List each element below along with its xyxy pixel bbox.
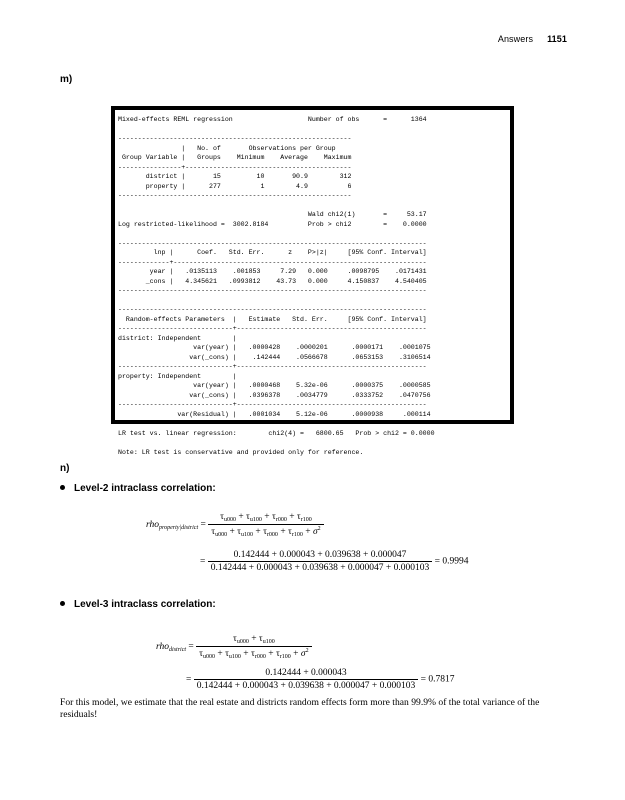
equals-sign: = [186,674,192,685]
part-n-label: n) [60,463,70,474]
level3-numeric-fraction [194,668,419,691]
stata-output-text: Mixed-effects REML regression Number of obs = 1364 ----------------------------------------------------------- | No. of Observations per Group Group Variable | Groups Minimum Average Maximum ----------------+------------------------------------------ district | 15 10 90.9 312 property | 277 1 4.9 6 ----------------------------------------------------------- Wald chi2(1) = 53.17 Log restricted-likelihood = 3002.8184 Prob > chi2 = 0.0000 ------------------------------------------------------------------------------ lnp | Coef. Std. Err. z P>|z| [95% Conf. Interval] -------------+---------------------------------------------------------------- year | .0135113 .001853 7.29 0.000 .0098795 .0171431 _cons | 4.345621 .0993812 43.73 0.000 4.150837 4.540405 ------------------------------------------------------------------------------ ------------------------------------------------------------------------------ Random-effects Parameters | Estimate Std. Err. [95% Conf. Interval] -----------------------------+------------------------------------------------ district: Independent | var(year) | .0000428 .0000201 .0000171 .0001075 var(_cons) | .142444 .0566678 .0653153 .3106514 -----------------------------+------------------------------------------------ property: Independent | var(year) | .0000468 5.32e-06 .0000375 .0000585 var(_cons) | .0396378 .0034779 .0333752 .0470756 -----------------------------+------------------------------------------------ var(Residual) | .0001034 5.12e-06 .0000938 .000114 ------------------------------------------------------------------------------ LR test vs. linear regression: chi2(4) = 6800.65 Prob > chi2 = 0.0000 Note: LR test is conservative and provided only for reference. [115,110,510,420]
level3-lhs [156,642,186,652]
bullet-icon [60,485,65,490]
conclusion-paragraph: For this model, we estimate that the real estate and districts random effects form more than 99.9% of the total variance of the residuals! [60,697,540,720]
level3-symbolic-denominator-text: $\tau_{u000} + \tau_{u100} + \tau_{r000} + \tau_{r100} + \sigma^2$ [199,648,309,660]
level3-heading [60,599,216,610]
equals-sign: = [434,556,441,567]
level3-lhs-symbol: rho [156,642,170,653]
level2-formula [146,512,324,538]
equals-sign: = [188,642,194,653]
page-number: 1151 [547,34,567,44]
part-m-label: m) [60,74,73,85]
level2-heading [60,483,216,494]
level2-symbolic-fraction [208,512,323,538]
level3-lhs-subscript: district [169,647,187,654]
level3-formula [156,634,312,660]
bullet-icon [60,601,65,606]
level2-lhs-symbol: rho [146,520,160,531]
level2-numeric-numerator: 0.142444 + 0.000043 + 0.039638 + 0.000047 [208,550,433,562]
level2-numeric-denominator: 0.142444 + 0.000043 + 0.039638 + 0.000047 + 0.000103 [210,563,430,573]
level2-numeric-fraction [208,550,433,573]
level3-heading-text: Level-3 intraclass correlation: [74,599,216,610]
level2-lhs-subscript: property|district [159,525,199,532]
level2-symbolic-denominator-text: $\tau_{u000} + \tau_{u100} + \tau_{r000} + \tau_{r100} + \sigma^2$ [211,526,321,538]
level2-symbolic-denominator [208,525,323,538]
level2-result: 0.9994 [442,556,469,567]
level2-numeric [200,550,469,573]
stata-output-box [111,106,514,456]
level2-symbolic-numerator [208,512,323,525]
level2-symbolic-numerator-text: $\tau_{u000} + \tau_{u100} + \tau_{r000} + \tau_{r100}$ [220,512,312,523]
running-header [498,34,567,44]
level3-symbolic-numerator-text: $\tau_{u000} + \tau_{u100}$ [232,634,275,645]
level3-symbolic-fraction [196,634,311,660]
equals-sign: = [200,520,206,531]
level2-lhs [146,520,198,530]
header-section-title: Answers [497,34,534,44]
equals-sign: = [200,556,206,567]
level3-numeric-denominator: 0.142444 + 0.000043 + 0.039638 + 0.000047 + 0.000103 [196,681,416,691]
level2-heading-text: Level-2 intraclass correlation: [74,483,216,494]
level3-result: 0.7817 [428,674,455,685]
level3-symbolic-numerator [196,634,311,647]
level3-numeric-numerator: 0.142444 + 0.000043 [194,668,419,680]
level3-numeric [186,668,455,691]
level3-symbolic-denominator [196,647,311,660]
equals-sign: = [420,674,427,685]
